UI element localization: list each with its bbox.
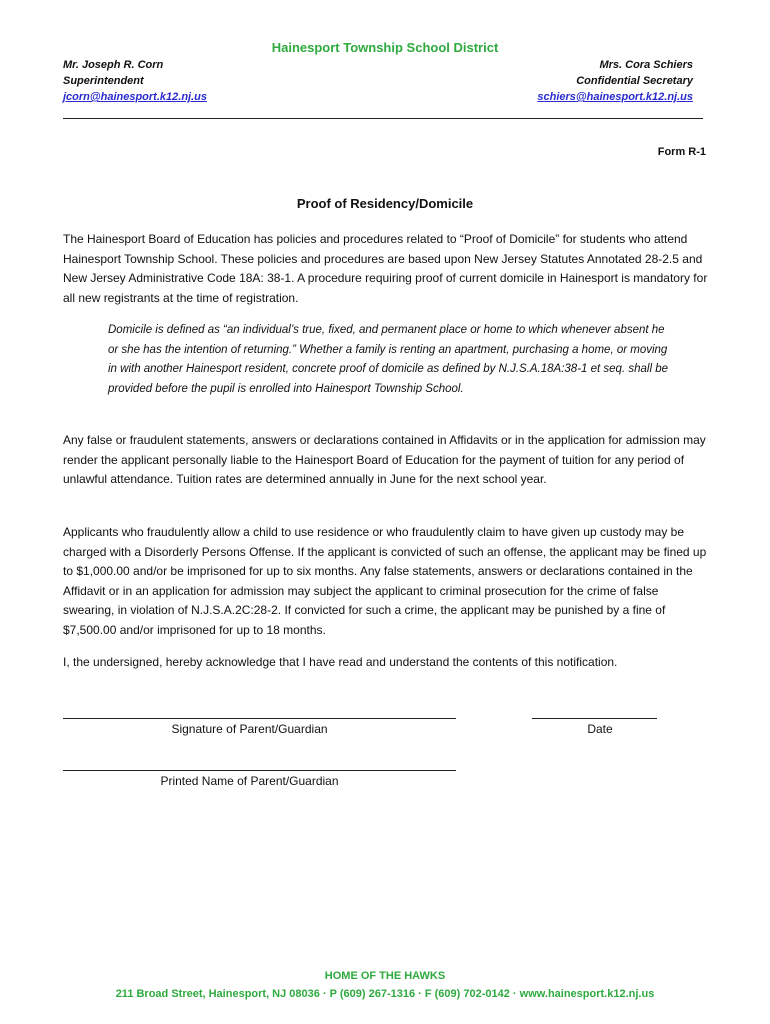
form-number: Form R-1 <box>657 146 706 158</box>
secretary-contact <box>537 57 693 105</box>
acknowledgement-paragraph: I, the undersigned, hereby acknowledge that I have read and understand the contents of this notification. <box>63 655 618 669</box>
false-statements-paragraph: Any false or fraudulent statements, answers or declarations contained in Affidavits or in the application for admission may render the applicant personally liable to the Hainesport Board of Education for the payment of tuition for any period of unlawful attendance. Tuition rates are determined annually in June for the next school year. <box>63 433 706 486</box>
domicile-definition-quote: Domicile is defined as “an individual’s true, fixed, and permanent place or home to which whenever absent he or she has the intention of returning.” Whether a family is renting an apartment, purchasing a home, or moving in with another Hainesport resident, concrete proof of domicile as defined by N.J.S.A.18A:38-1 et seq. shall be provided before the pupil is enrolled into Hainesport Township School. <box>108 324 668 395</box>
footer-address: 211 Broad Street, Hainesport, NJ 08036 · P (609) 267-1316 · F (609) 702-0142 · www.hainesport.k12.nj.us <box>115 988 655 1000</box>
district-name: Hainesport Township School District <box>271 40 499 55</box>
date-line[interactable] <box>532 718 657 719</box>
intro-paragraph: The Hainesport Board of Education has policies and procedures related to “Proof of Domicile” for students who attend Hainesport Township School. These policies and procedures are based upon New Jersey Statutes Annotated 28-2.5 and New Jersey Administrative Code 18A: 38-1. A procedure requiring proof of current domicile in Hainesport is mandatory for all new registrants at the time of registration. <box>63 232 708 305</box>
superintendent-title: Superintendent <box>63 75 144 87</box>
document-title: Proof of Residency/Domicile <box>296 196 474 211</box>
secretary-title: Confidential Secretary <box>576 75 693 87</box>
secretary-name: Mrs. Cora Schiers <box>599 59 693 71</box>
parent-signature-label: Signature of Parent/Guardian <box>171 722 328 736</box>
superintendent-email-link[interactable]: jcorn@hainesport.k12.nj.us <box>63 91 207 103</box>
penalties-paragraph: Applicants who fraudulently allow a child to use residence or who fraudulently claim to have given up custody may be charged with a Disorderly Persons Offense. If the applicant is convicted of such an offense, the applicant may be fined up to $1,000.00 and/or be imprisoned for up to six months. Any false statements, answers or declarations contained in the Affidavit or in an application for admission may subject the applicant to criminal prosecution for the crime of false swearing, in violation of N.J.S.A.2C:28-2. If convicted for such a crime, the applicant may be punished by a fine of $7,500.00 and/or imprisoned for up to 18 months. <box>63 525 707 637</box>
superintendent-name: Mr. Joseph R. Corn <box>63 59 164 71</box>
printed-name-line[interactable] <box>63 770 456 771</box>
footer-motto: HOME OF THE HAWKS <box>324 970 446 982</box>
header-divider <box>63 118 703 119</box>
parent-signature-line[interactable] <box>63 718 456 719</box>
printed-name-label: Printed Name of Parent/Guardian <box>160 774 339 788</box>
secretary-email-link[interactable]: schiers@hainesport.k12.nj.us <box>537 91 693 103</box>
superintendent-contact <box>63 57 207 105</box>
date-label: Date <box>587 722 613 736</box>
